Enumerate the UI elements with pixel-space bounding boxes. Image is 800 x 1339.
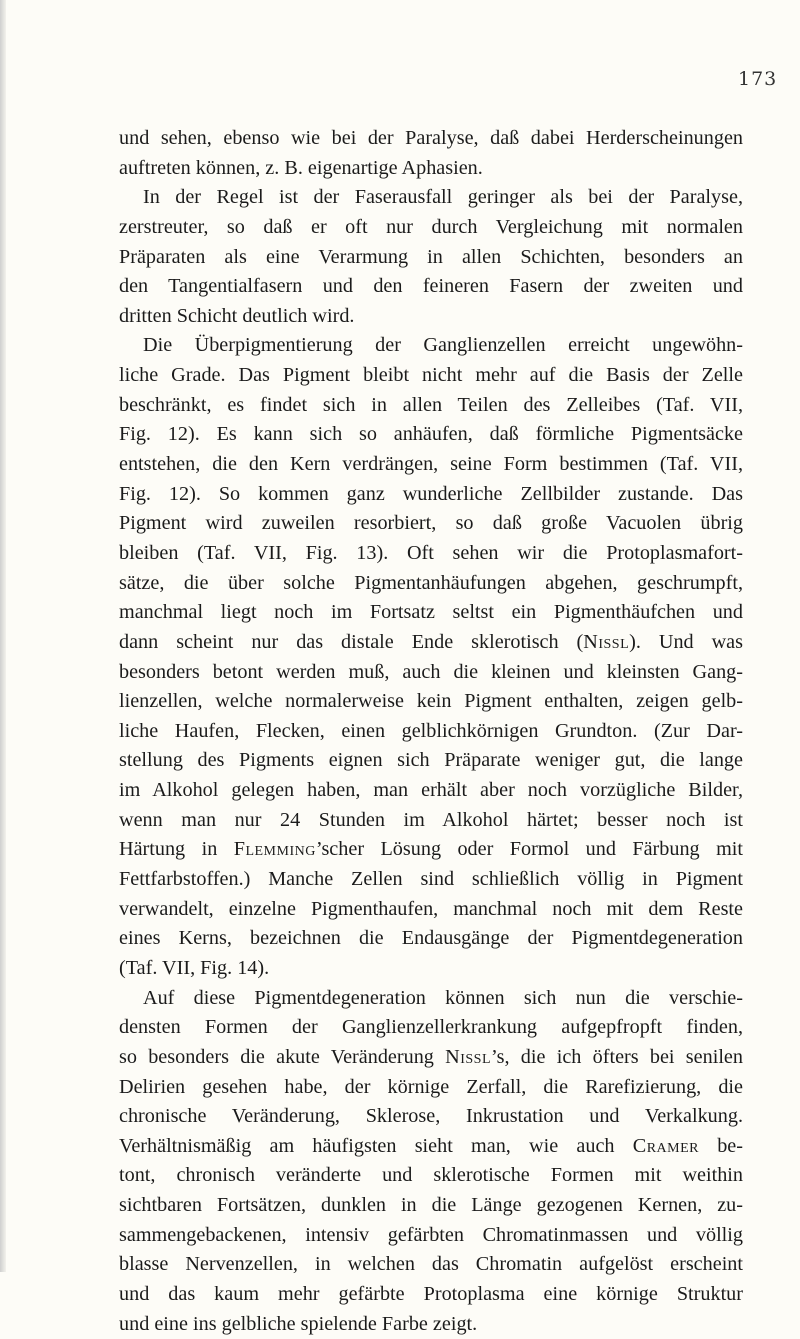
text-line	[119, 628, 743, 658]
text-run: sammengebackenen, intensiv gefärbten Chromatinmassen und völlig	[119, 1223, 743, 1246]
text-line	[119, 1013, 743, 1043]
text-line	[119, 658, 743, 688]
text-run: (Taf. VII, Fig. 14).	[119, 956, 270, 979]
text-run: ). Und was	[629, 630, 743, 653]
text-run: sätze, die über solche Pigmentanhäufungen abgehen, geschrumpft,	[119, 571, 743, 594]
text-run: Verhältnismäßig am häufigsten sieht man, wie auch	[119, 1134, 633, 1157]
text-line	[119, 1221, 743, 1251]
text-line	[119, 1073, 743, 1103]
text-run: eines Kerns, bezeichnen die Endausgänge der Pigmentdegeneration	[119, 927, 743, 950]
text-run: Delirien gesehen habe, der körnige Zerfall, die Rarefizierung, die	[119, 1075, 743, 1098]
text-run: manchmal liegt noch im Fortsatz seltst ein Pigmenthäufchen und	[119, 601, 743, 624]
text-run: im Alkohol gelegen haben, man erhält aber noch vorzügliche Bilder,	[119, 779, 743, 802]
author-name: Nissl	[445, 1045, 492, 1068]
text-line	[119, 302, 743, 332]
text-line	[119, 243, 743, 273]
text-run: entstehen, die den Kern verdrängen, seine Form bestimmen (Taf. VII,	[119, 453, 743, 476]
text-line	[119, 835, 743, 865]
text-run: dann scheint nur das distale Ende sklerotisch (	[119, 630, 584, 653]
text-line	[119, 1310, 743, 1339]
text-line	[119, 183, 743, 213]
text-line	[119, 924, 743, 954]
author-name: Cramer	[632, 1134, 699, 1157]
text-run: zerstreuter, so daß er oft nur durch Vergleichung mit normalen	[119, 215, 743, 238]
text-run: so besonders die akute Veränderung	[119, 1045, 446, 1068]
text-run: Fig. 12). So kommen ganz wunderliche Zellbilder zustande. Das	[119, 482, 743, 505]
text-run: Die Überpigmentierung der Ganglienzellen erreicht ungewöhn-	[143, 334, 743, 357]
text-run: liche Haufen, Flecken, einen gelblichkörnigen Grundton. (Zur Dar-	[119, 719, 743, 742]
author-name: Flemming	[233, 838, 316, 861]
page-number: 173	[738, 68, 778, 90]
text-run: be-	[699, 1134, 743, 1157]
text-run: chronische Veränderung, Sklerose, Inkrustation und Verkalkung.	[119, 1105, 743, 1128]
text-line	[119, 1191, 743, 1221]
text-run: den Tangentialfasern und den feineren Fasern der zweiten und	[119, 275, 743, 298]
author-name: Nissl	[583, 630, 630, 653]
text-line	[119, 509, 743, 539]
text-run: dritten Schicht deutlich wird.	[119, 304, 355, 327]
text-line	[119, 746, 743, 776]
text-line	[119, 124, 743, 154]
page-binding-edge	[0, 0, 6, 1272]
text-run: und sehen, ebenso wie bei der Paralyse, daß dabei Herderscheinungen	[119, 127, 743, 149]
text-run: In der Regel ist der Faserausfall geringer als bei der Paralyse,	[143, 186, 743, 209]
text-run: stellung des Pigments eignen sich Präparate weniger gut, die lange	[119, 749, 743, 772]
text-line	[119, 954, 743, 984]
text-line	[119, 687, 743, 717]
text-run: ’s, die ich öfters bei senilen	[491, 1045, 743, 1068]
text-line	[119, 450, 743, 480]
text-line	[119, 598, 743, 628]
text-line	[119, 776, 743, 806]
text-run: Auf diese Pigmentdegeneration können sich nun die verschie-	[143, 986, 743, 1009]
text-run: ’scher Lösung oder Formol und Färbung mit	[315, 838, 743, 861]
text-run: bleiben (Taf. VII, Fig. 13). Oft sehen wir die Protoplasmafort-	[119, 541, 743, 564]
text-line	[119, 1250, 743, 1280]
text-run: Pigment wird zuweilen resorbiert, so daß große Vacuolen übrig	[119, 512, 743, 535]
text-line	[119, 213, 743, 243]
text-run: wenn man nur 24 Stunden im Alkohol härtet; besser noch ist	[119, 808, 743, 831]
text-line	[119, 984, 743, 1014]
body-text	[119, 124, 743, 1339]
text-line	[119, 895, 743, 925]
text-line	[119, 420, 743, 450]
text-run: verwandelt, einzelne Pigmenthaufen, manchmal noch mit dem Reste	[119, 897, 743, 920]
text-line	[119, 391, 743, 421]
text-run: Härtung in	[119, 838, 234, 861]
text-line	[119, 331, 743, 361]
text-line	[119, 1102, 743, 1132]
text-line	[119, 1043, 743, 1073]
text-run: blasse Nervenzellen, in welchen das Chromatin aufgelöst erscheint	[119, 1253, 743, 1276]
text-run: auftreten können, z. B. eigenartige Aphasien.	[119, 156, 483, 179]
text-line	[119, 717, 743, 747]
text-run: Fig. 12). Es kann sich so anhäufen, daß förmliche Pigmentsäcke	[119, 423, 743, 446]
text-run: beschränkt, es findet sich in allen Teilen des Zelleibes (Taf. VII,	[119, 393, 743, 416]
text-line	[119, 154, 743, 184]
text-line	[119, 806, 743, 836]
text-line	[119, 1280, 743, 1310]
text-run: Fettfarbstoffen.) Manche Zellen sind schließlich völlig in Pigment	[119, 868, 743, 891]
text-run: tont, chronisch veränderte und sklerotische Formen mit weithin	[119, 1164, 743, 1187]
text-run: und eine ins gelbliche spielende Farbe zeigt.	[119, 1312, 478, 1335]
text-run: densten Formen der Ganglienzellerkrankung aufgepfropft finden,	[119, 1016, 743, 1039]
text-line	[119, 1161, 743, 1191]
text-run: Präparaten als eine Verarmung in allen Schichten, besonders an	[119, 245, 743, 268]
text-run: besonders betont werden muß, auch die kleinen und kleinsten Gang-	[119, 660, 743, 683]
text-line	[119, 1132, 743, 1162]
text-line	[119, 272, 743, 302]
text-run: und das kaum mehr gefärbte Protoplasma eine körnige Struktur	[119, 1282, 743, 1305]
text-run: sichtbaren Fortsätzen, dunklen in die Länge gezogenen Kernen, zu-	[119, 1194, 743, 1217]
text-run: lienzellen, welche normalerweise kein Pigment enthalten, zeigen gelb-	[119, 690, 743, 713]
text-run: liche Grade. Das Pigment bleibt nicht mehr auf die Basis der Zelle	[119, 364, 743, 387]
text-line	[119, 361, 743, 391]
text-line	[119, 480, 743, 510]
text-line	[119, 865, 743, 895]
text-line	[119, 539, 743, 569]
text-line	[119, 569, 743, 599]
